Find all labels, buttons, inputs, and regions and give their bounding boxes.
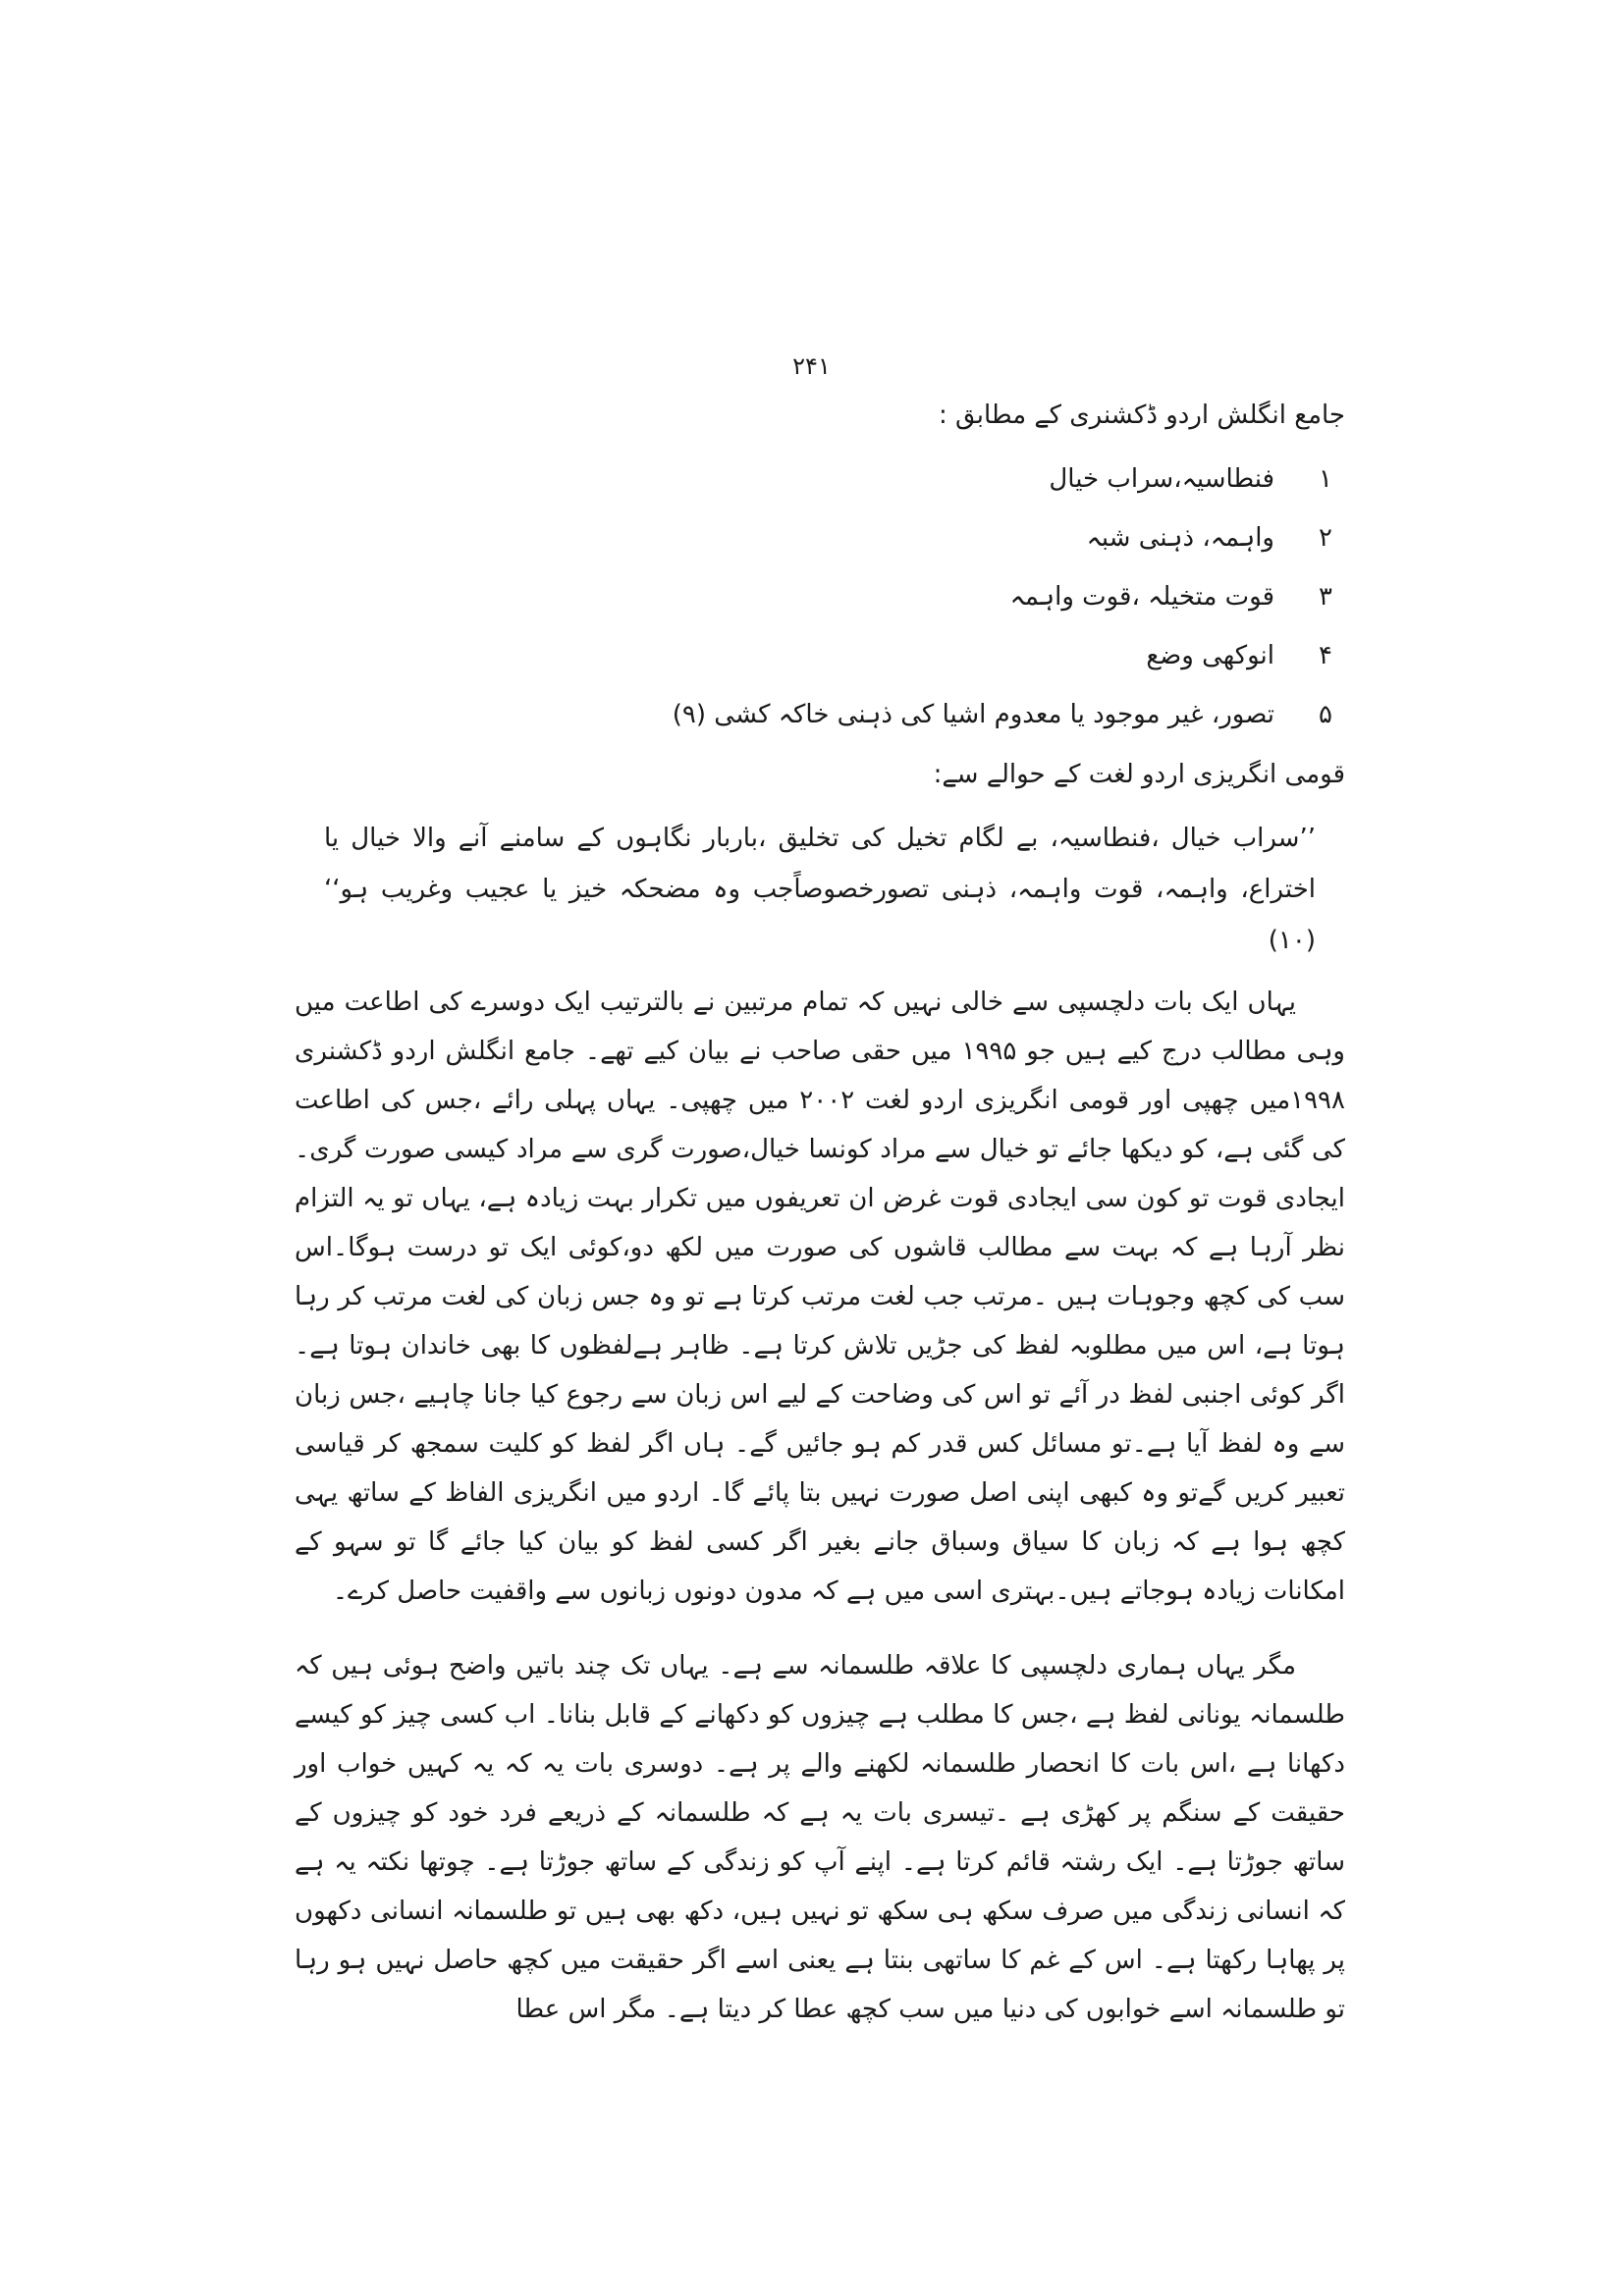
list-item-text: تصور، غیر موجود یا معدوم اشیا کی ذہنی خاکہ کشی (۹)	[672, 700, 1274, 729]
list-item-number: ۱	[1319, 464, 1332, 494]
list-item	[295, 567, 1345, 626]
list-item-number: ۳	[1319, 582, 1332, 612]
list-item-number: ۴	[1319, 641, 1332, 670]
heading-jamia-dictionary: جامع انگلش اردو ڈکشنری کے مطابق :	[939, 400, 1345, 430]
list-item	[295, 685, 1345, 744]
list-item	[295, 626, 1345, 685]
page-content	[295, 391, 1345, 2034]
list-item-text: قوت متخیلہ ،قوت واہمہ	[1009, 582, 1274, 612]
body-paragraph-2: مگر یہاں ہماری دلچسپی کا علاقہ طلسمانہ سے ہے۔ یہاں تک چند باتیں واضح ہوئی ہیں کہ طلسمانہ یونانی لفظ ہے ،جس کا مطلب ہے چیزوں کو دکھانے کے قابل بنانا۔ اب کسی چیز کو کیسے دکھانا ہے ،اس بات کا انحصار طلسمانہ لکھنے والے پر ہے۔ دوسری بات یہ کہ یہ کہیں خواب اور حقیقت کے سنگم پر کھڑی ہے ۔تیسری بات یہ ہے کہ طلسمانہ کے ذریعے فرد خود کو چیزوں کے ساتھ جوڑتا ہے۔ ایک رشتہ قائم کرتا ہے۔ اپنے آپ کو زندگی کے ساتھ جوڑتا ہے۔ چوتھا نکتہ یہ ہے کہ انسانی زندگی میں صرف سکھ ہی سکھ تو نہیں ہیں، دکھ بھی ہیں تو طلسمانہ انسانی دکھوں پر پھاہا رکھتا ہے۔ اس کے غم کا ساتھی بنتا ہے یعنی اسے اگر حقیقت میں کچھ حاصل نہیں ہو رہا تو طلسمانہ اسے خوابوں کی دنیا میں سب کچھ عطا کر دیتا ہے۔ مگر اس عطا	[295, 1651, 1345, 2024]
heading-qaumi-dictionary: قومی انگریزی اردو لغت کے حوالے سے:	[933, 760, 1345, 789]
page-number: ۲۴۱	[792, 352, 831, 380]
definition-list	[295, 450, 1345, 744]
list-item	[295, 450, 1345, 508]
list-item	[295, 508, 1345, 567]
list-item-text: انوکھی وضع	[1146, 641, 1274, 670]
list-item-text: واہمہ، ذہنی شبہ	[1086, 523, 1274, 553]
list-item-number: ۵	[1319, 700, 1332, 729]
body-paragraph-1: یہاں ایک بات دلچسپی سے خالی نہیں کہ تمام مرتبین نے بالترتیب ایک دوسرے کی اطاعت میں وہی مطالب درج کیے ہیں جو ۱۹۹۵ میں حقی صاحب نے بیان کیے تھے۔ جامع انگلش اردو ڈکشنری ۱۹۹۸میں چھپی اور قومی انگریزی اردو لغت ۲۰۰۲ میں چھپی۔ یہاں پہلی رائے ،جس کی اطاعت کی گئی ہے، کو دیکھا جائے تو خیال سے مراد کونسا خیال،صورت گری سے مراد کیسی صورت گری۔ ایجادی قوت تو کون سی ایجادی قوت غرض ان تعریفوں میں تکرار بہت زیادہ ہے، یہاں تو یہ التزام نظر آرہا ہے کہ بہت سے مطالب قاشوں کی صورت میں لکھ دو،کوئی ایک تو درست ہوگا۔اس سب کی کچھ وجوہات ہیں ۔مرتب جب لغت مرتب کرتا ہے تو وہ جس زبان کی لغت مرتب کر رہا ہوتا ہے، اس میں مطلوبہ لفظ کی جڑیں تلاش کرتا ہے۔ ظاہر ہےلفظوں کا بھی خاندان ہوتا ہے۔ اگر کوئی اجنبی لفظ در آئے تو اس کی وضاحت کے لیے اس زبان سے رجوع کیا جانا چاہیے ،جس زبان سے وہ لفظ آیا ہے۔تو مسائل کس قدر کم ہو جائیں گے۔ ہاں اگر لفظ کو کلیت سمجھ کر قیاسی تعبیر کریں گےتو وہ کبھی اپنی اصل صورت نہیں بتا پائے گا۔ اردو میں انگریزی الفاظ کے ساتھ یہی کچھ ہوا ہے کہ زبان کا سیاق وسباق جانے بغیر اگر کسی لفظ کو بیان کیا جائے گا تو سہو کے امکانات زیادہ ہوجاتے ہیں۔بہتری اسی میں ہے کہ مدون دونوں زبانوں سے واقفیت حاصل کرے۔	[295, 988, 1345, 1606]
list-item-text: فنطاسیہ،سراب خیال	[1049, 464, 1274, 494]
list-item-number: ۲	[1319, 523, 1332, 553]
block-quote: ’’سراب خیال ،فنطاسیہ، بے لگام تخیل کی تخلیق ،باربار نگاہوں کے سامنے آنے والا خیال یا اختراع، واہمہ، قوت واہمہ، ذہنی تصورخصوصاًجب وہ مضحکہ خیز یا عجیب وغریب ہو‘‘ (۱۰)	[324, 824, 1316, 955]
